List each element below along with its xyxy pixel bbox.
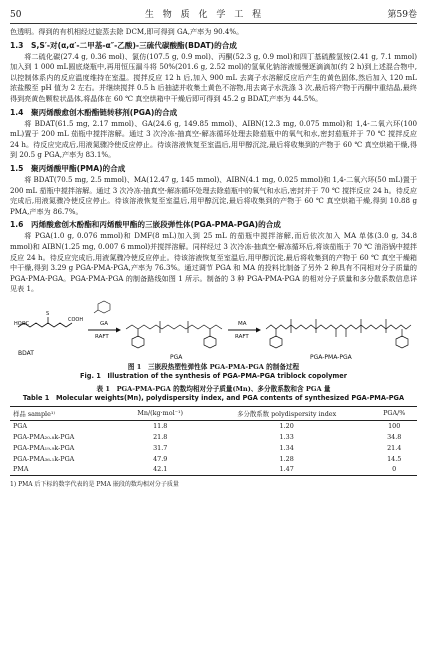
arrow1-reagent: GA: [100, 320, 109, 327]
svg-text:S: S: [46, 310, 50, 317]
arrow2-reagent: MA: [238, 320, 247, 327]
section-1-3-body: 将二硫化碳(27.4 g, 0.36 mol)、氯仿(107.5 g, 0.9 mol)、丙酮(52.3 g, 0.9 mol)和四丁基硫酸氢铵(2.41 g, 7.1 mmol)加入到 1 000 mL圆底烧瓶中,再用恒压漏斗将 50%(201.6 g, 2.52 mol)的氢氧化钠溶液缓慢逐滴滴加(约 2 h)到上述混合物中,以控制体系内的反应温度维持在室温。搅拌反应 12 h 后,加入 900 mL 去离子水溶解反应后产生的黄色固体,然后加入 120 mL 浓盐酸至 pH 值为 2 左右。并继续搅拌 0.5 h 后抽滤并收集土黄色不溶物,用去离子水洗涤 3 次,最后将产物于丙酮中重结晶,最终得到亮黄色颗粒状晶体,将晶体在 60 ℃ 真空烘箱中干燥后即可得到 45.2 g BDAT,产率为 44.5%。: [10, 51, 417, 103]
intro-paragraph: 色透明。得到的有机相经过旋蒸去除 DCM,即可得到 GA,产率为 90.4%。: [10, 27, 244, 36]
section-1-5-body: 将 BDAT(70.5 mg, 2.5 mmol)、MA(12.47 g, 145 mmol)、AIBN(4.1 mg, 0.025 mmol)和 1,4-二氧六环(50 mL)置于 200 mL 茄瓶中搅拌溶解。通过 3 次冷冻-抽真空-解冻循环处理去除茄瓶中的氧气和水后,密封并于 70 ℃ 搅拌反应 24 h。待反应完成后,用液氮骤冷使反应停止。待该溶液恢复至室温后,用甲醇沉淀,最后将收集到的产物于 60 ℃ 真空烘箱干燥,得到 10.88 g PMA,产率为 86.7%。: [10, 174, 417, 216]
header-sample: 样品 sample¹⁾: [10, 406, 119, 420]
cell-mn: 42.1: [119, 464, 202, 475]
cell-sample: PGA-PMA₃₆.₁k-PGA: [13, 454, 75, 463]
pga-structure: [126, 321, 222, 348]
triblock-label: PGA-PMA-PGA: [310, 353, 352, 361]
cell-mn: 31.7: [153, 443, 168, 452]
running-header: [10, 7, 417, 24]
cell-sample: PGA-PMA₂₀.₈k-PGA: [13, 433, 75, 442]
table-row: [10, 442, 417, 453]
section-1-6-title: 1.6 丙烯酸愈创木酚酯和丙烯酸甲酯的三嵌段弹性体(PGA-PMA-PGA)的合成: [10, 220, 281, 230]
table-row: [10, 432, 417, 443]
table-caption-en: Table 1 Molecular weights(Mn), polydispersity index, and PGA contents of synthesized PGA-PMA-PGA: [22, 393, 405, 402]
cell-mn: 47.9: [153, 454, 168, 463]
synthesis-scheme: [10, 299, 417, 363]
table-row: [10, 464, 417, 475]
svg-text:COOH: COOH: [68, 316, 84, 323]
cell-sample: PGA: [13, 422, 28, 431]
svg-text:HOOC: HOOC: [14, 320, 30, 327]
cell-mn: 21.8: [153, 433, 168, 442]
arrow1-condition: RAFT: [95, 333, 109, 340]
figure-caption-en: Fig. 1 Illustration of the synthesis of PGA-PMA-PGA triblock copolymer: [79, 371, 348, 380]
triblock-structure: [266, 319, 411, 348]
pga-label: PGA: [170, 353, 183, 361]
section-1-4-title: 1.4 聚丙烯酸愈创木酚酯链转移剂(PGA)的合成: [10, 107, 178, 117]
cell-mn: 11.8: [153, 422, 168, 431]
table-header-row: [10, 406, 417, 420]
figure-caption-cn: 图 1 三嵌段热塑性弹性体 PGA-PMA-PGA 的制备过程: [127, 362, 300, 371]
cell-sample: PMA: [10, 464, 119, 475]
cell-pdi: 1.47: [202, 464, 372, 475]
cell-pga: 21.4: [387, 443, 402, 452]
paper-page: [10, 7, 417, 488]
cell-pga: 14.5: [387, 454, 402, 463]
page-number: 50: [10, 10, 22, 20]
cell-pga: 34.8: [387, 433, 402, 442]
table-footnote: 1) PMA 后下标的数字代表的是 PMA 嵌段的数均相对分子质量: [10, 480, 179, 488]
table-row: [10, 420, 417, 431]
arrow2-condition: RAFT: [235, 333, 249, 340]
cell-pdi: 1.33: [279, 433, 294, 442]
cell-sample: PGA-PMA₁₉.₉k-PGA: [13, 443, 75, 452]
header-pga-content: PGA/%: [371, 406, 417, 420]
cell-pga: 0: [371, 464, 417, 475]
bdat-label: BDAT: [18, 349, 34, 357]
cell-pdi: 1.20: [279, 422, 294, 431]
section-1-5-title: 1.5 聚丙烯酸甲酯(PMA)的合成: [10, 163, 126, 173]
table-row: [10, 453, 417, 464]
synthesis-scheme-figure: [10, 299, 417, 363]
section-1-3-title: 1.3 S,S′-对(α,α′-二甲基-α″-乙酸)-三硫代碳酸酯(BDAT)的合成: [10, 40, 237, 50]
reaction-arrow-2: [228, 321, 261, 340]
cell-pga: 100: [388, 422, 401, 431]
molecular-weight-table: [10, 406, 417, 476]
table-caption-cn: 表 1 PGA-PMA-PGA 的数均相对分子质量(Mn)、多分散系数和含 PGA 量: [96, 384, 331, 393]
cell-pdi: 1.28: [279, 454, 294, 463]
volume-number: 第59卷: [387, 10, 417, 20]
cell-pdi: 1.34: [279, 443, 294, 452]
header-pdi: 多分散系数 polydispersity index: [202, 406, 372, 420]
section-1-4-body: 将 BDAT(61.5 mg, 2.17 mmol)、GA(24.6 g, 149.85 mmol)、AIBN(12.3 mg, 0.075 mmol)和 1,4-二氧六环(100 mL)置于 200 mL 茄瓶中搅拌溶解。通过 3 次冷冻-抽真空-解冻循环处理去除茄瓶中的氧气和水,密封茄瓶并于 70 ℃ 搅拌反应 24 h。待反应完成后,用液氮骤冷使反应停止。待该溶液恢复至室温后,用甲醇沉淀,最后将收集到的产物于 60 ℃ 真空烘箱干燥,得到 20.5 g PGA,产率为 83.1%。: [10, 118, 417, 160]
section-1-6-body: 将 PGA(1.0 g, 0.076 mmol)和 DMF(8 mL)加入到 25 mL 的茄瓶中搅拌溶解,而后依次加入 MA 单体(3.0 g, 34.8 mmol)和 AIBN(1.25 mg, 0.007 6 mmol)并搅拌溶解。同样经过 3 次冷冻-抽真空-解冻循环后,将该茄瓶于 70 ℃ 油浴锅中搅拌反应 24 h。待反应完成后,用液氮骤冷使反应停止。待该溶液恢复至室温后,用甲醇沉淀,最后将收集到的产物于 60 ℃ 真空干燥箱中干燥,得到 3.29 g PGA-PMA-PGA,产率为 76.3%。通过调节 PGA 和 MA 的投料比制备了另外 2 种具有不同相对分子质量的 PGA-PMA-PGA。PGA-PMA-PGA 的制备路线如图 1 所示。制备的 3 种 PGA-PMA-PGA 的相对分子质量和多分散系数信息详见表 1。: [10, 231, 417, 294]
header-mn: Mn/(kg·mol⁻¹): [119, 406, 202, 420]
reaction-arrow-1: [88, 301, 121, 340]
journal-title: 生 物 质 化 学 工 程: [144, 10, 265, 20]
